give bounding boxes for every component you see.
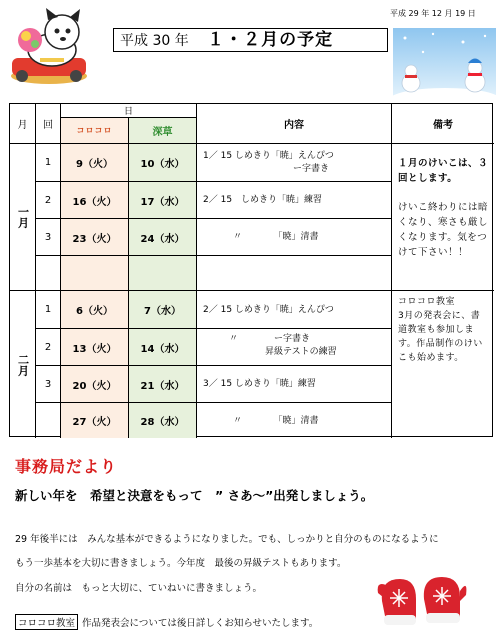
news-paragraph: もう一歩基本を大切に書きましょう。今年度 最後の昇級テストもあります。 [15, 558, 347, 569]
content-line: ー字書き [293, 164, 330, 174]
korokoro-date: 27（火） [61, 403, 129, 438]
note-jan-warn: けいこ終わりには暗くなり、寒さも厳しくなります。気をつけて下さい！！ [398, 202, 489, 258]
snowman-icon [393, 28, 496, 102]
kai-cell: 1 [36, 144, 61, 182]
mittens-icon [376, 571, 468, 631]
news-paragraph: 29 年後半には みんな基本ができるようになりました。でも、しっかりと自分のものになるように [15, 534, 439, 545]
content-cell [197, 219, 392, 256]
korokoro-date: 9（火） [61, 144, 129, 182]
header-biko: 備考 [392, 104, 494, 144]
dog-mascot-icon [6, 6, 92, 86]
korokoro-badge: コロコロ教室 [15, 614, 78, 630]
month-label-feb [10, 291, 36, 438]
header-day: 日 [61, 104, 197, 118]
note-jan [392, 144, 494, 291]
header-korokoro: コロコロ [61, 118, 129, 144]
month-label-jan [10, 144, 36, 291]
news-title: 事務局だより [15, 457, 118, 476]
fukakusa-date: 7（水） [129, 291, 197, 329]
fukakusa-date: 24（水） [129, 219, 197, 256]
fukakusa-date: 10（水） [129, 144, 197, 182]
content-cell [197, 366, 392, 403]
note-feb [392, 291, 494, 438]
kai-cell: 2 [36, 329, 61, 366]
kai-cell: 1 [36, 291, 61, 329]
news-paragraph: 自分の名前は もっと大切に、ていねいに書きましょう。 [15, 583, 263, 594]
korokoro-date: 23（火） [61, 219, 129, 256]
content-cell [197, 256, 392, 291]
schedule-table [9, 103, 493, 437]
news-paragraph-last [15, 614, 318, 630]
news-notice: 作品発表会については後日詳しくお知らせいたします。 [82, 618, 319, 629]
content-line: 〃 ー字書き [229, 334, 311, 344]
fukakusa-date: 17（水） [129, 182, 197, 219]
korokoro-date: 16（火） [61, 182, 129, 219]
content-line: 3／ 15 しめきり「暁」練習 [203, 379, 316, 389]
fukakusa-date: 14（水） [129, 329, 197, 366]
kai-cell [36, 403, 61, 438]
content-line: 〃 「暁」清書 [233, 232, 319, 242]
title-main: １・２月の予定 [207, 30, 334, 50]
header-naiyo: 内容 [197, 104, 392, 144]
content-line: 昇級テストの練習 [265, 347, 337, 357]
header-month: 月 [10, 104, 36, 144]
header-fukakusa: 深草 [129, 118, 197, 144]
content-line: 1／ 15 しめきり「暁」えんぴつ [203, 151, 334, 161]
content-line: 〃 「暁」清書 [233, 416, 319, 426]
korokoro-date: 20（火） [61, 366, 129, 403]
note-feb-text: コロコロ教室 3月の発表会に、書道教室も参加します。作品制作のけいこも始めます。 [398, 297, 483, 363]
header-kai: 回 [36, 104, 61, 144]
month-text: 一月 [16, 206, 30, 228]
page-title [113, 28, 388, 52]
kai-cell: 3 [36, 219, 61, 256]
kai-cell: 2 [36, 182, 61, 219]
kai-cell: 3 [36, 366, 61, 403]
content-line: 2／ 15 しめきり「暁」えんぴつ [203, 305, 334, 315]
note-jan-bold: １月のけいこは、３回とします。 [398, 158, 489, 184]
month-text: 二月 [16, 353, 30, 376]
content-cell [197, 291, 392, 329]
korokoro-date [61, 256, 129, 291]
korokoro-date: 13（火） [61, 329, 129, 366]
content-cell [197, 329, 392, 366]
content-line: 2／ 15 しめきり「暁」練習 [203, 195, 323, 205]
fukakusa-date: 21（水） [129, 366, 197, 403]
kai-cell [36, 256, 61, 291]
content-cell [197, 144, 392, 182]
title-era: 平成 30 年 [120, 33, 189, 49]
content-cell [197, 403, 392, 438]
korokoro-date: 6（火） [61, 291, 129, 329]
news-lead: 新しい年を 希望と決意をもって ” さあ〜”出発しましょう。 [15, 488, 374, 503]
date-text: 平成 29 年 12 月 19 日 [390, 9, 476, 18]
fukakusa-date [129, 256, 197, 291]
fukakusa-date: 28（水） [129, 403, 197, 438]
content-cell [197, 182, 392, 219]
